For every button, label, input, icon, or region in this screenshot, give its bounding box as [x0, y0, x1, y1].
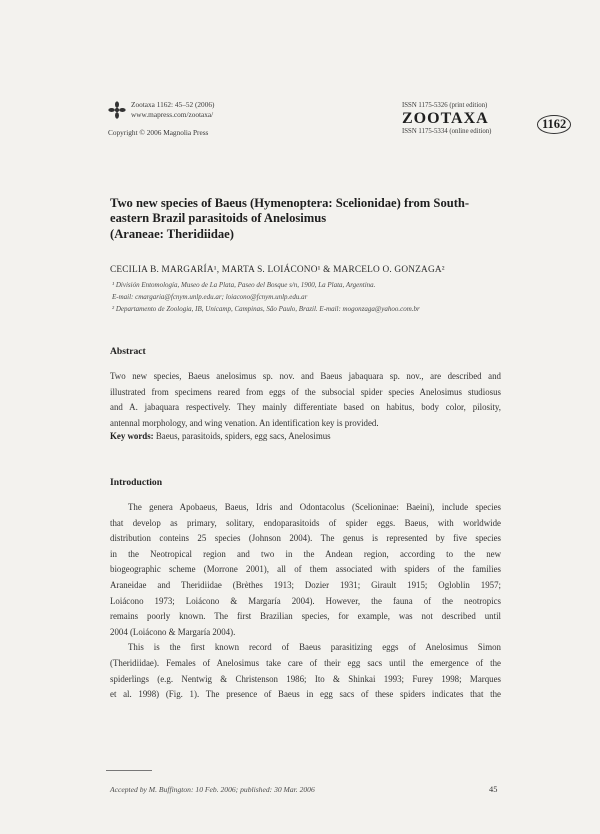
keywords-label: Key words: — [110, 431, 154, 441]
article-title — [110, 196, 510, 242]
abstract-heading: Abstract — [110, 346, 146, 357]
issn-print: ISSN 1175-5326 (print edition) — [402, 102, 488, 109]
intro-line: 2004 (Loiácono & Margaría 2004). — [110, 626, 236, 637]
intro-line: spiderlings (e.g. Nentwig & Christenson 1986; Ito & Shinkai 1993; Furey 1998; Marques — [110, 673, 501, 684]
abstract-line: and A. jabaquara respectively. They mainly differentiate based on habitus, body color, pilosity, — [110, 402, 501, 413]
copyright: Copyright © 2006 Magnolia Press — [108, 128, 209, 137]
affiliation-2: ² Departamento de Zoologia, IB, Unicamp, Campinas, São Paulo, Brazil. E-mail: mogonzaga@yahoo.com.br — [112, 305, 420, 313]
footer-rule — [106, 770, 152, 771]
journal-url[interactable]: www.mapress.com/zootaxa/ — [131, 110, 214, 119]
intro-line: distribution conteins 25 species (Johnson 2004). The genus is represented by five species — [110, 533, 501, 544]
page-number: 45 — [489, 785, 498, 794]
abstract-text — [110, 369, 501, 431]
intro-line: This is the first known record of Baeus parasitizing eggs of Anelosimus Simon — [128, 642, 501, 653]
journal-citation: Zootaxa 1162: 45–52 (2006) — [131, 100, 215, 109]
introduction-heading: Introduction — [110, 477, 163, 488]
intro-line: (Theridiidae). Females of Anelosimus take care of their egg sacs until the emergence of the — [110, 657, 501, 668]
abstract-line: Two new species, Baeus anelosimus sp. nov. and Baeus jabaquara sp. nov., are described and — [110, 371, 501, 381]
intro-line: in the Neotropical region and two in the Andean region, according to the new — [110, 548, 501, 559]
acceptance-note: Accepted by M. Buffington: 10 Feb. 2006; published: 30 Mar. 2006 — [110, 785, 315, 794]
intro-line: The genera Apobaeus, Baeus, Idris and Odontacolus (Scelioninae: Baeini), include species — [128, 502, 501, 512]
authors: CECILIA B. MARGARÍA¹, MARTA S. LOIÁCONO¹ & MARCELO O. GONZAGA² — [110, 265, 445, 275]
volume-badge: 1162 — [537, 115, 571, 134]
intro-line: biogeographic scheme (Morrone 2001), all of them associated with spiders of the families — [110, 564, 501, 575]
abstract-line: illustrated from specimens reared from eggs of the subsocial spider species Anelosimus studiosus — [110, 386, 501, 397]
intro-line: that develop as primary, solitary, endoparasitoids of spider eggs. Baeus, with worldwide — [110, 517, 501, 528]
title-line: (Araneae: Theridiidae) — [110, 226, 234, 241]
affiliation-emails: E-mail: cmargaria@fcnym.unlp.edu.ar; loiacono@fcnym.unlp.edu.ar — [112, 293, 308, 301]
intro-line: Loiácono 1973; Loiácono & Margaría 2004). However, the fauna of the neotropics — [110, 595, 501, 606]
title-line: eastern Brazil parasitoids of Anelosimus — [110, 211, 327, 226]
intro-line: Araneidae and Theridiidae (Brèthes 1913; Dozier 1931; Girault 1915; Ogloblin 1957; — [110, 579, 501, 590]
journal-citation-block — [131, 100, 214, 120]
journal-name: ZOOTAXA — [402, 110, 489, 127]
introduction-text — [110, 500, 501, 703]
title-line: Two new species of Baeus (Hymenoptera: Scelionidae) from South- — [110, 196, 470, 210]
issn-online: ISSN 1175-5334 (online edition) — [402, 128, 492, 135]
keywords — [110, 431, 331, 441]
magnolia-press-logo-icon — [108, 101, 126, 119]
affiliation-1: ¹ División Entomología, Museo de La Plata, Paseo del Bosque s/n, 1900, La Plata, Argentina. — [112, 281, 376, 289]
intro-line: et al. 1998) (Fig. 1). The presence of Baeus in egg sacs of these spiders indicates that the — [110, 689, 501, 700]
abstract-line: antennal morphology, and wing venation. An identification key is provided. — [110, 417, 379, 428]
intro-line: remains poorly known. The first Brazilian species, for example, was not described until — [110, 611, 501, 622]
keywords-text: Baeus, parasitoids, spiders, egg sacs, Anelosimus — [155, 431, 331, 441]
